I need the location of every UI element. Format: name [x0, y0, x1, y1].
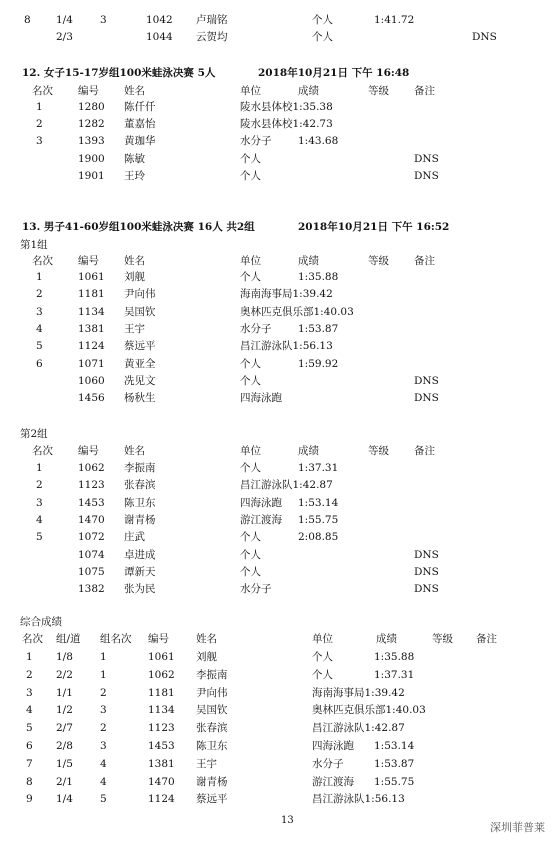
result-cell: 1:37.31 [374, 668, 415, 681]
name-cell: 尹向伟 [124, 288, 156, 301]
unit-cell: 个人 [240, 152, 261, 165]
column-header: 等级 [432, 633, 453, 645]
number-cell: 1470 [148, 775, 175, 788]
unit-cell: 陵水县体校 [240, 101, 293, 113]
group-rank-cell: 1 [100, 668, 107, 681]
column-header: 成绩 [298, 255, 319, 267]
result-cell: 1:39.42 [292, 288, 333, 301]
column-header: 姓名 [124, 255, 145, 267]
rank-cell: 5 [26, 722, 33, 735]
name-cell: 王玲 [124, 169, 145, 182]
column-header: 等级 [368, 85, 389, 97]
name-cell: 卓进成 [124, 548, 156, 561]
unit-cell: 游江渡海 [240, 513, 282, 526]
rank-cell: 9 [26, 793, 33, 806]
result-cell: 1:42.87 [364, 722, 405, 735]
rank-cell: 5 [36, 340, 43, 353]
number-cell: 1123 [148, 722, 175, 735]
table-cell: DNS [472, 31, 497, 43]
table-cell: 云贺均 [196, 31, 228, 43]
result-cell: 1:53.87 [374, 757, 415, 770]
column-header: 编号 [148, 633, 169, 645]
table-cell: 1044 [146, 31, 173, 43]
unit-cell: 水分子 [240, 135, 272, 148]
result-cell: 1:56.13 [292, 340, 333, 353]
rank-cell: 1 [36, 462, 43, 474]
column-header: 名次 [32, 255, 53, 267]
name-cell: 董嘉怡 [124, 118, 156, 131]
result-cell: 1:35.88 [374, 651, 415, 663]
number-cell: 1181 [78, 288, 105, 301]
name-cell: 王宇 [124, 322, 145, 335]
number-cell: 1134 [148, 704, 175, 717]
group-label: 第2组 [20, 428, 48, 440]
rank-cell: 2 [36, 479, 43, 492]
unit-cell: 陵水县体校 [240, 118, 293, 131]
unit-cell: 个人 [240, 565, 261, 578]
column-header: 名次 [22, 633, 43, 645]
result-cell: 1:37.31 [298, 462, 339, 474]
name-cell: 张春滨 [124, 479, 156, 492]
group-rank-cell: 3 [100, 740, 107, 752]
group-label: 第1组 [20, 239, 48, 251]
result-cell: 1:42.73 [292, 118, 333, 131]
name-cell: 蔡远平 [196, 793, 228, 806]
number-cell: 1124 [78, 340, 105, 353]
page-number: 13 [281, 815, 294, 826]
number-cell: 1181 [148, 686, 175, 699]
rank-cell: 2 [36, 118, 43, 131]
unit-cell: 水分子 [312, 757, 344, 770]
name-cell: 王宇 [196, 757, 217, 770]
name-cell: 谢青杨 [196, 775, 228, 788]
number-cell: 1134 [78, 305, 105, 318]
table-cell: 卢瑞铭 [196, 14, 228, 26]
name-cell: 吴国钦 [124, 305, 156, 318]
name-cell: 陈卫东 [196, 740, 228, 752]
result-cell: 1:40.03 [313, 305, 354, 318]
result-cell: 1:53.87 [298, 322, 339, 335]
name-cell: 陈敏 [124, 152, 145, 165]
unit-cell: 水分子 [240, 583, 272, 596]
unit-cell: 四海泳跑 [240, 392, 282, 405]
rank-cell: 4 [26, 704, 33, 717]
number-cell: 1061 [148, 651, 175, 663]
name-cell: 黄珈华 [124, 135, 156, 148]
unit-cell: 游江渡海 [312, 775, 354, 788]
group-rank-cell: 4 [100, 757, 107, 770]
name-cell: 刘舰 [196, 651, 217, 663]
column-header: 成绩 [298, 445, 319, 457]
column-header: 编号 [78, 85, 99, 97]
number-cell: 1124 [148, 793, 175, 806]
number-cell: 1123 [78, 479, 105, 492]
rank-cell: 6 [36, 357, 43, 370]
number-cell: 1075 [78, 565, 105, 578]
column-header: 备注 [414, 255, 435, 267]
number-cell: 1061 [78, 271, 105, 283]
column-header: 备注 [414, 85, 435, 97]
group-rank-cell: 2 [100, 686, 107, 699]
result-cell: 1:42.87 [292, 479, 333, 492]
lane-cell: 1/8 [56, 651, 73, 663]
result-cell: 1:55.75 [374, 775, 415, 788]
number-cell: 1456 [78, 392, 105, 405]
unit-cell: 昌江游泳队 [240, 479, 293, 492]
result-cell: 1:35.88 [298, 271, 339, 283]
column-header: 备注 [414, 445, 435, 457]
unit-cell: 奥林匹克俱乐部 [240, 305, 314, 318]
rank-cell: 3 [36, 305, 43, 318]
rank-cell: 3 [36, 135, 43, 148]
result-cell: 1:55.75 [298, 513, 339, 526]
rank-cell: 8 [26, 775, 33, 788]
name-cell: 尹向伟 [196, 686, 228, 699]
result-cell: 1:59.92 [298, 357, 339, 370]
table-cell: 1042 [146, 14, 173, 26]
column-header: 备注 [476, 633, 497, 645]
rank-cell: 2 [36, 288, 43, 301]
table-cell: 2/3 [56, 31, 73, 43]
number-cell: 1393 [78, 135, 105, 148]
column-header: 成绩 [298, 85, 319, 97]
unit-cell: 昌江游泳队 [240, 340, 293, 353]
rank-cell: 3 [26, 686, 33, 699]
note-cell: DNS [414, 392, 439, 405]
rank-cell: 6 [26, 740, 33, 752]
number-cell: 1062 [78, 462, 105, 474]
number-cell: 1470 [78, 513, 105, 526]
lane-cell: 1/1 [56, 686, 73, 699]
unit-cell: 海南海事局 [312, 686, 365, 699]
name-cell: 冼见文 [124, 374, 156, 387]
result-cell: 1:53.14 [374, 740, 415, 752]
unit-cell: 昌江游泳队 [312, 793, 365, 806]
name-cell: 陈仟仟 [124, 101, 156, 113]
name-cell: 庄武 [124, 531, 145, 544]
rank-cell: 7 [26, 757, 33, 770]
unit-cell: 四海泳跑 [312, 740, 354, 752]
number-cell: 1900 [78, 152, 105, 165]
name-cell: 陈卫东 [124, 496, 156, 509]
name-cell: 黄亚全 [124, 357, 156, 370]
number-cell: 1282 [78, 118, 105, 131]
table-cell: 3 [100, 14, 107, 26]
unit-cell: 个人 [240, 271, 261, 283]
rank-cell: 3 [36, 496, 43, 509]
name-cell: 张春滨 [196, 722, 228, 735]
table-cell: 个人 [312, 14, 333, 26]
rank-cell: 4 [36, 513, 43, 526]
rank-cell: 5 [36, 531, 43, 544]
unit-cell: 个人 [312, 668, 333, 681]
number-cell: 1453 [78, 496, 105, 509]
section-label: 综合成绩 [20, 616, 62, 628]
event-title: 13. 男子41-60岁组100米蛙泳决赛 16人 共2组 [22, 221, 255, 233]
number-cell: 1901 [78, 169, 105, 182]
result-cell: 1:43.68 [298, 135, 339, 148]
column-header: 组/道 [56, 633, 81, 645]
column-header: 姓名 [124, 445, 145, 457]
note-cell: DNS [414, 548, 439, 561]
name-cell: 李振南 [124, 462, 156, 474]
name-cell: 杨秋生 [124, 392, 156, 405]
number-cell: 1453 [148, 740, 175, 752]
table-cell: 1/4 [56, 14, 73, 26]
column-header: 组名次 [100, 633, 132, 645]
column-header: 姓名 [196, 633, 217, 645]
lane-cell: 1/5 [56, 757, 73, 770]
unit-cell: 个人 [240, 357, 261, 370]
number-cell: 1382 [78, 583, 105, 596]
number-cell: 1280 [78, 101, 105, 113]
column-header: 单位 [312, 633, 333, 645]
rank-cell: 1 [36, 271, 43, 283]
number-cell: 1381 [78, 322, 105, 335]
result-cell: 1:39.42 [364, 686, 405, 699]
group-rank-cell: 1 [100, 651, 107, 663]
unit-cell: 个人 [240, 462, 261, 474]
name-cell: 李振南 [196, 668, 228, 681]
column-header: 名次 [32, 85, 53, 97]
lane-cell: 1/2 [56, 704, 73, 717]
column-header: 等级 [368, 255, 389, 267]
lane-cell: 2/7 [56, 722, 73, 735]
name-cell: 张为民 [124, 583, 156, 596]
column-header: 姓名 [124, 85, 145, 97]
name-cell: 吴国钦 [196, 704, 228, 717]
event-datetime: 2018年10月21日 下午 16:48 [258, 67, 410, 79]
name-cell: 刘舰 [124, 271, 145, 283]
note-cell: DNS [414, 565, 439, 578]
column-header: 单位 [240, 255, 261, 267]
unit-cell: 昌江游泳队 [312, 722, 365, 735]
lane-cell: 1/4 [56, 793, 73, 806]
number-cell: 1381 [148, 757, 175, 770]
name-cell: 蔡远平 [124, 340, 156, 353]
number-cell: 1062 [148, 668, 175, 681]
result-cell: 1:40.03 [385, 704, 426, 717]
note-cell: DNS [414, 169, 439, 182]
group-rank-cell: 3 [100, 704, 107, 717]
name-cell: 谭新天 [124, 565, 156, 578]
result-cell: 1:56.13 [364, 793, 405, 806]
number-cell: 1060 [78, 374, 105, 387]
result-cell: 1:53.14 [298, 496, 339, 509]
rank-cell: 1 [36, 101, 43, 113]
unit-cell: 个人 [240, 548, 261, 561]
unit-cell: 奥林匹克俱乐部 [312, 704, 386, 717]
result-cell: 2:08.85 [298, 531, 339, 544]
column-header: 编号 [78, 255, 99, 267]
event-title: 12. 女子15-17岁组100米蛙泳决赛 5人 [22, 67, 216, 79]
name-cell: 谢青杨 [124, 513, 156, 526]
group-rank-cell: 5 [100, 793, 107, 806]
note-cell: DNS [414, 583, 439, 596]
unit-cell: 个人 [240, 374, 261, 387]
column-header: 单位 [240, 445, 261, 457]
column-header: 等级 [368, 445, 389, 457]
unit-cell: 水分子 [240, 322, 272, 335]
lane-cell: 2/8 [56, 740, 73, 752]
unit-cell: 四海泳跑 [240, 496, 282, 509]
group-rank-cell: 4 [100, 775, 107, 788]
event-datetime: 2018年10月21日 下午 16:52 [298, 221, 450, 233]
column-header: 单位 [240, 85, 261, 97]
column-header: 成绩 [376, 633, 397, 645]
note-cell: DNS [414, 152, 439, 165]
lane-cell: 2/2 [56, 668, 73, 681]
column-header: 编号 [78, 445, 99, 457]
rank-cell: 2 [26, 668, 33, 681]
unit-cell: 海南海事局 [240, 288, 293, 301]
table-cell: 8 [24, 14, 31, 26]
result-cell: 1:35.38 [292, 101, 333, 113]
unit-cell: 个人 [240, 531, 261, 544]
note-cell: DNS [414, 374, 439, 387]
rank-cell: 4 [36, 322, 43, 335]
group-rank-cell: 2 [100, 722, 107, 735]
table-cell: 1:41.72 [374, 14, 415, 26]
rank-cell: 1 [26, 651, 33, 663]
number-cell: 1072 [78, 531, 105, 544]
watermark: 深圳菲普莱 [490, 821, 545, 834]
number-cell: 1074 [78, 548, 105, 561]
number-cell: 1071 [78, 357, 105, 370]
lane-cell: 2/1 [56, 775, 73, 788]
unit-cell: 个人 [312, 651, 333, 663]
table-cell: 个人 [312, 31, 333, 43]
column-header: 名次 [32, 445, 53, 457]
unit-cell: 个人 [240, 169, 261, 182]
